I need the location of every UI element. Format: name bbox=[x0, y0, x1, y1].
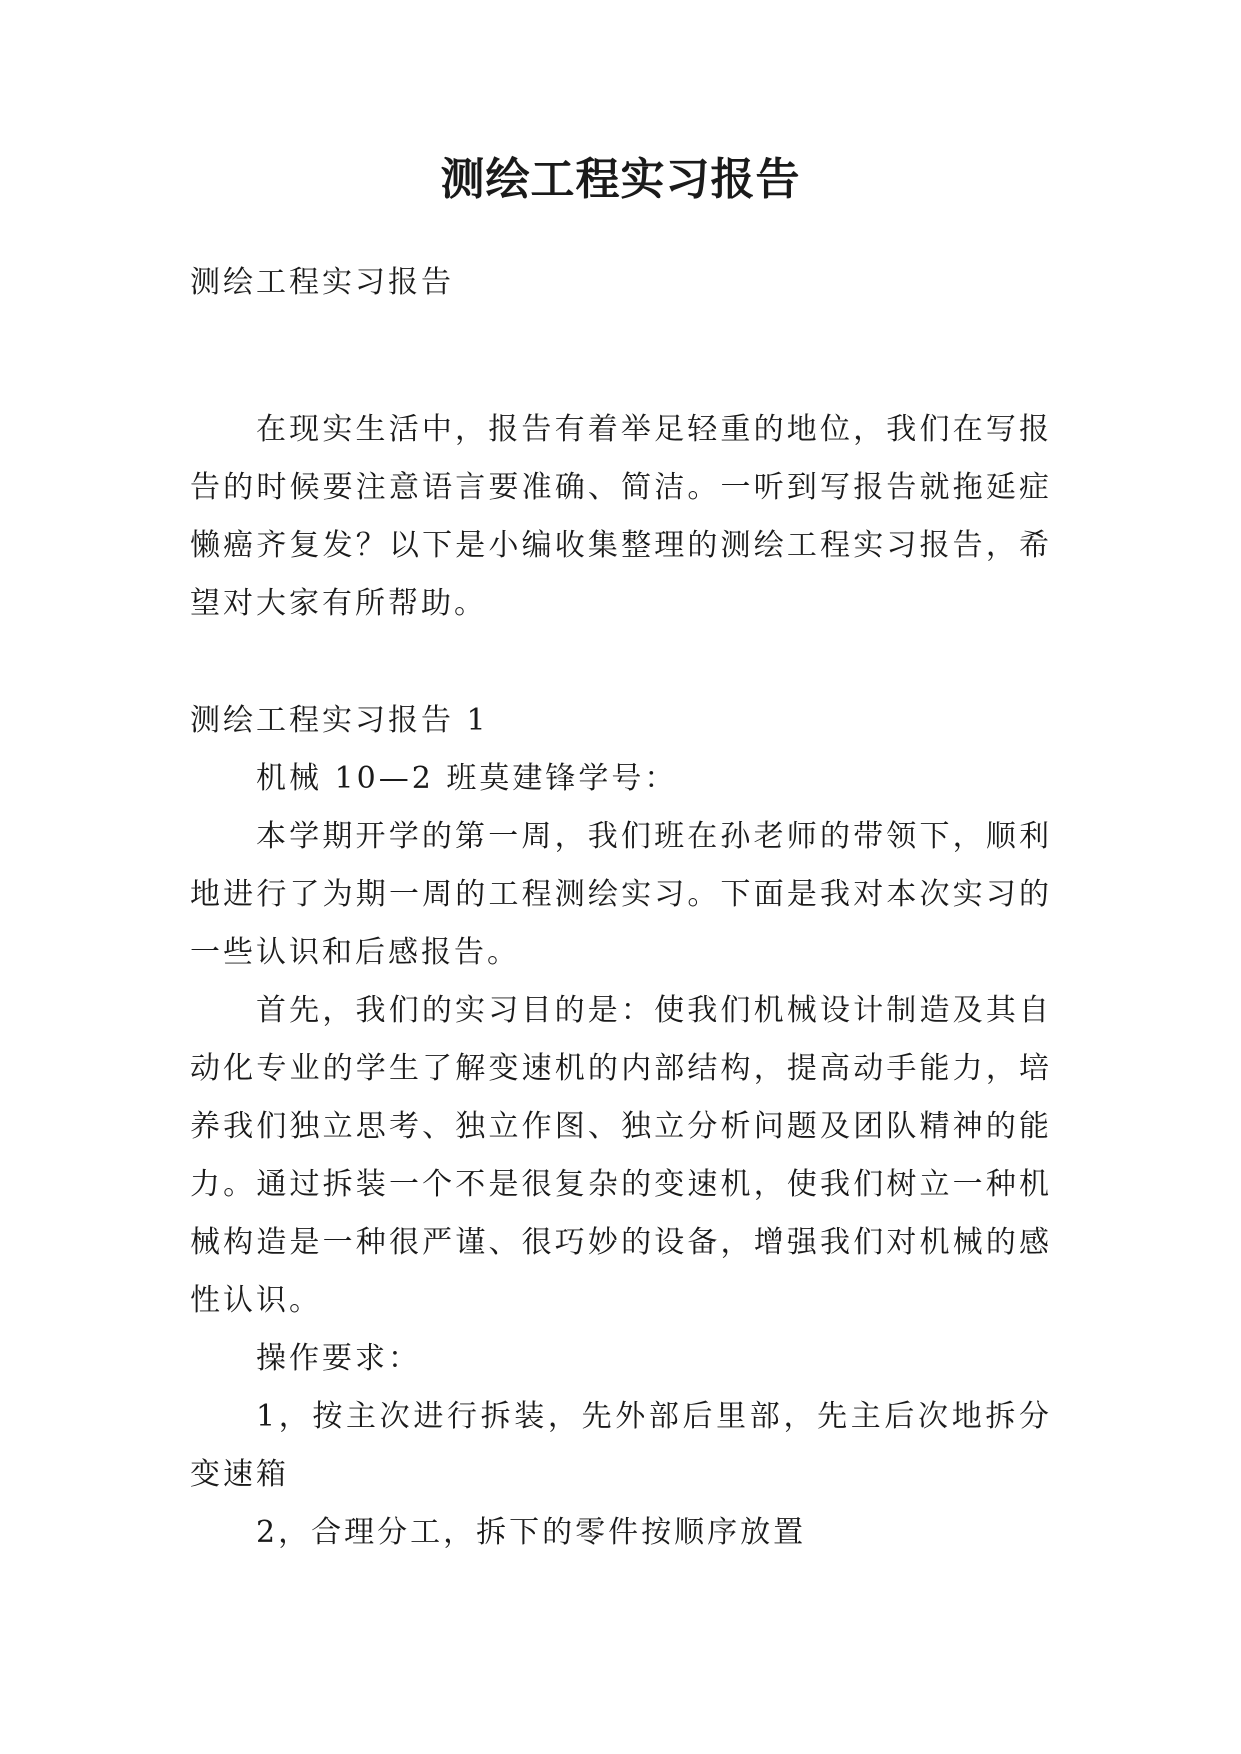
paragraph-2: 首先，我们的实习目的是：使我们机械设计制造及其自动化专业的学生了解变速机的内部结构，提高动手能力，培养我们独立思考、独立作图、独立分析问题及团队精神的能力。通过拆装一个不是很复杂的变速机，使我们树立一种机械构造是一种很严谨、很巧妙的设备，增强我们对机械的感性认识。 bbox=[190, 993, 1052, 1318]
document-subtitle: 测绘工程实习报告 bbox=[190, 265, 454, 300]
paragraph-5: 2，合理分工，拆下的零件按顺序放置 bbox=[256, 1515, 807, 1550]
paragraph-1: 本学期开学的第一周，我们班在孙老师的带领下，顺利地进行了为期一周的工程测绘实习。下面是我对本次实习的一些认识和后感报告。 bbox=[190, 819, 1052, 970]
document-title: 测绘工程实习报告 bbox=[440, 154, 801, 205]
intro-paragraph: 在现实生活中，报告有着举足轻重的地位，我们在写报告的时候要注意语言要准确、简洁。一听到写报告就拖延症懒癌齐复发？以下是小编收集整理的测绘工程实习报告，希望对大家有所帮助。 bbox=[190, 412, 1052, 621]
section-heading: 测绘工程实习报告 1 bbox=[190, 703, 489, 738]
paragraph-4: 1，按主次进行拆装，先外部后里部，先主后次地拆分变速箱 bbox=[190, 1399, 1052, 1492]
author-line: 机械 10—2 班莫建锋学号： bbox=[256, 761, 678, 796]
paragraph-3: 操作要求： bbox=[256, 1341, 421, 1376]
